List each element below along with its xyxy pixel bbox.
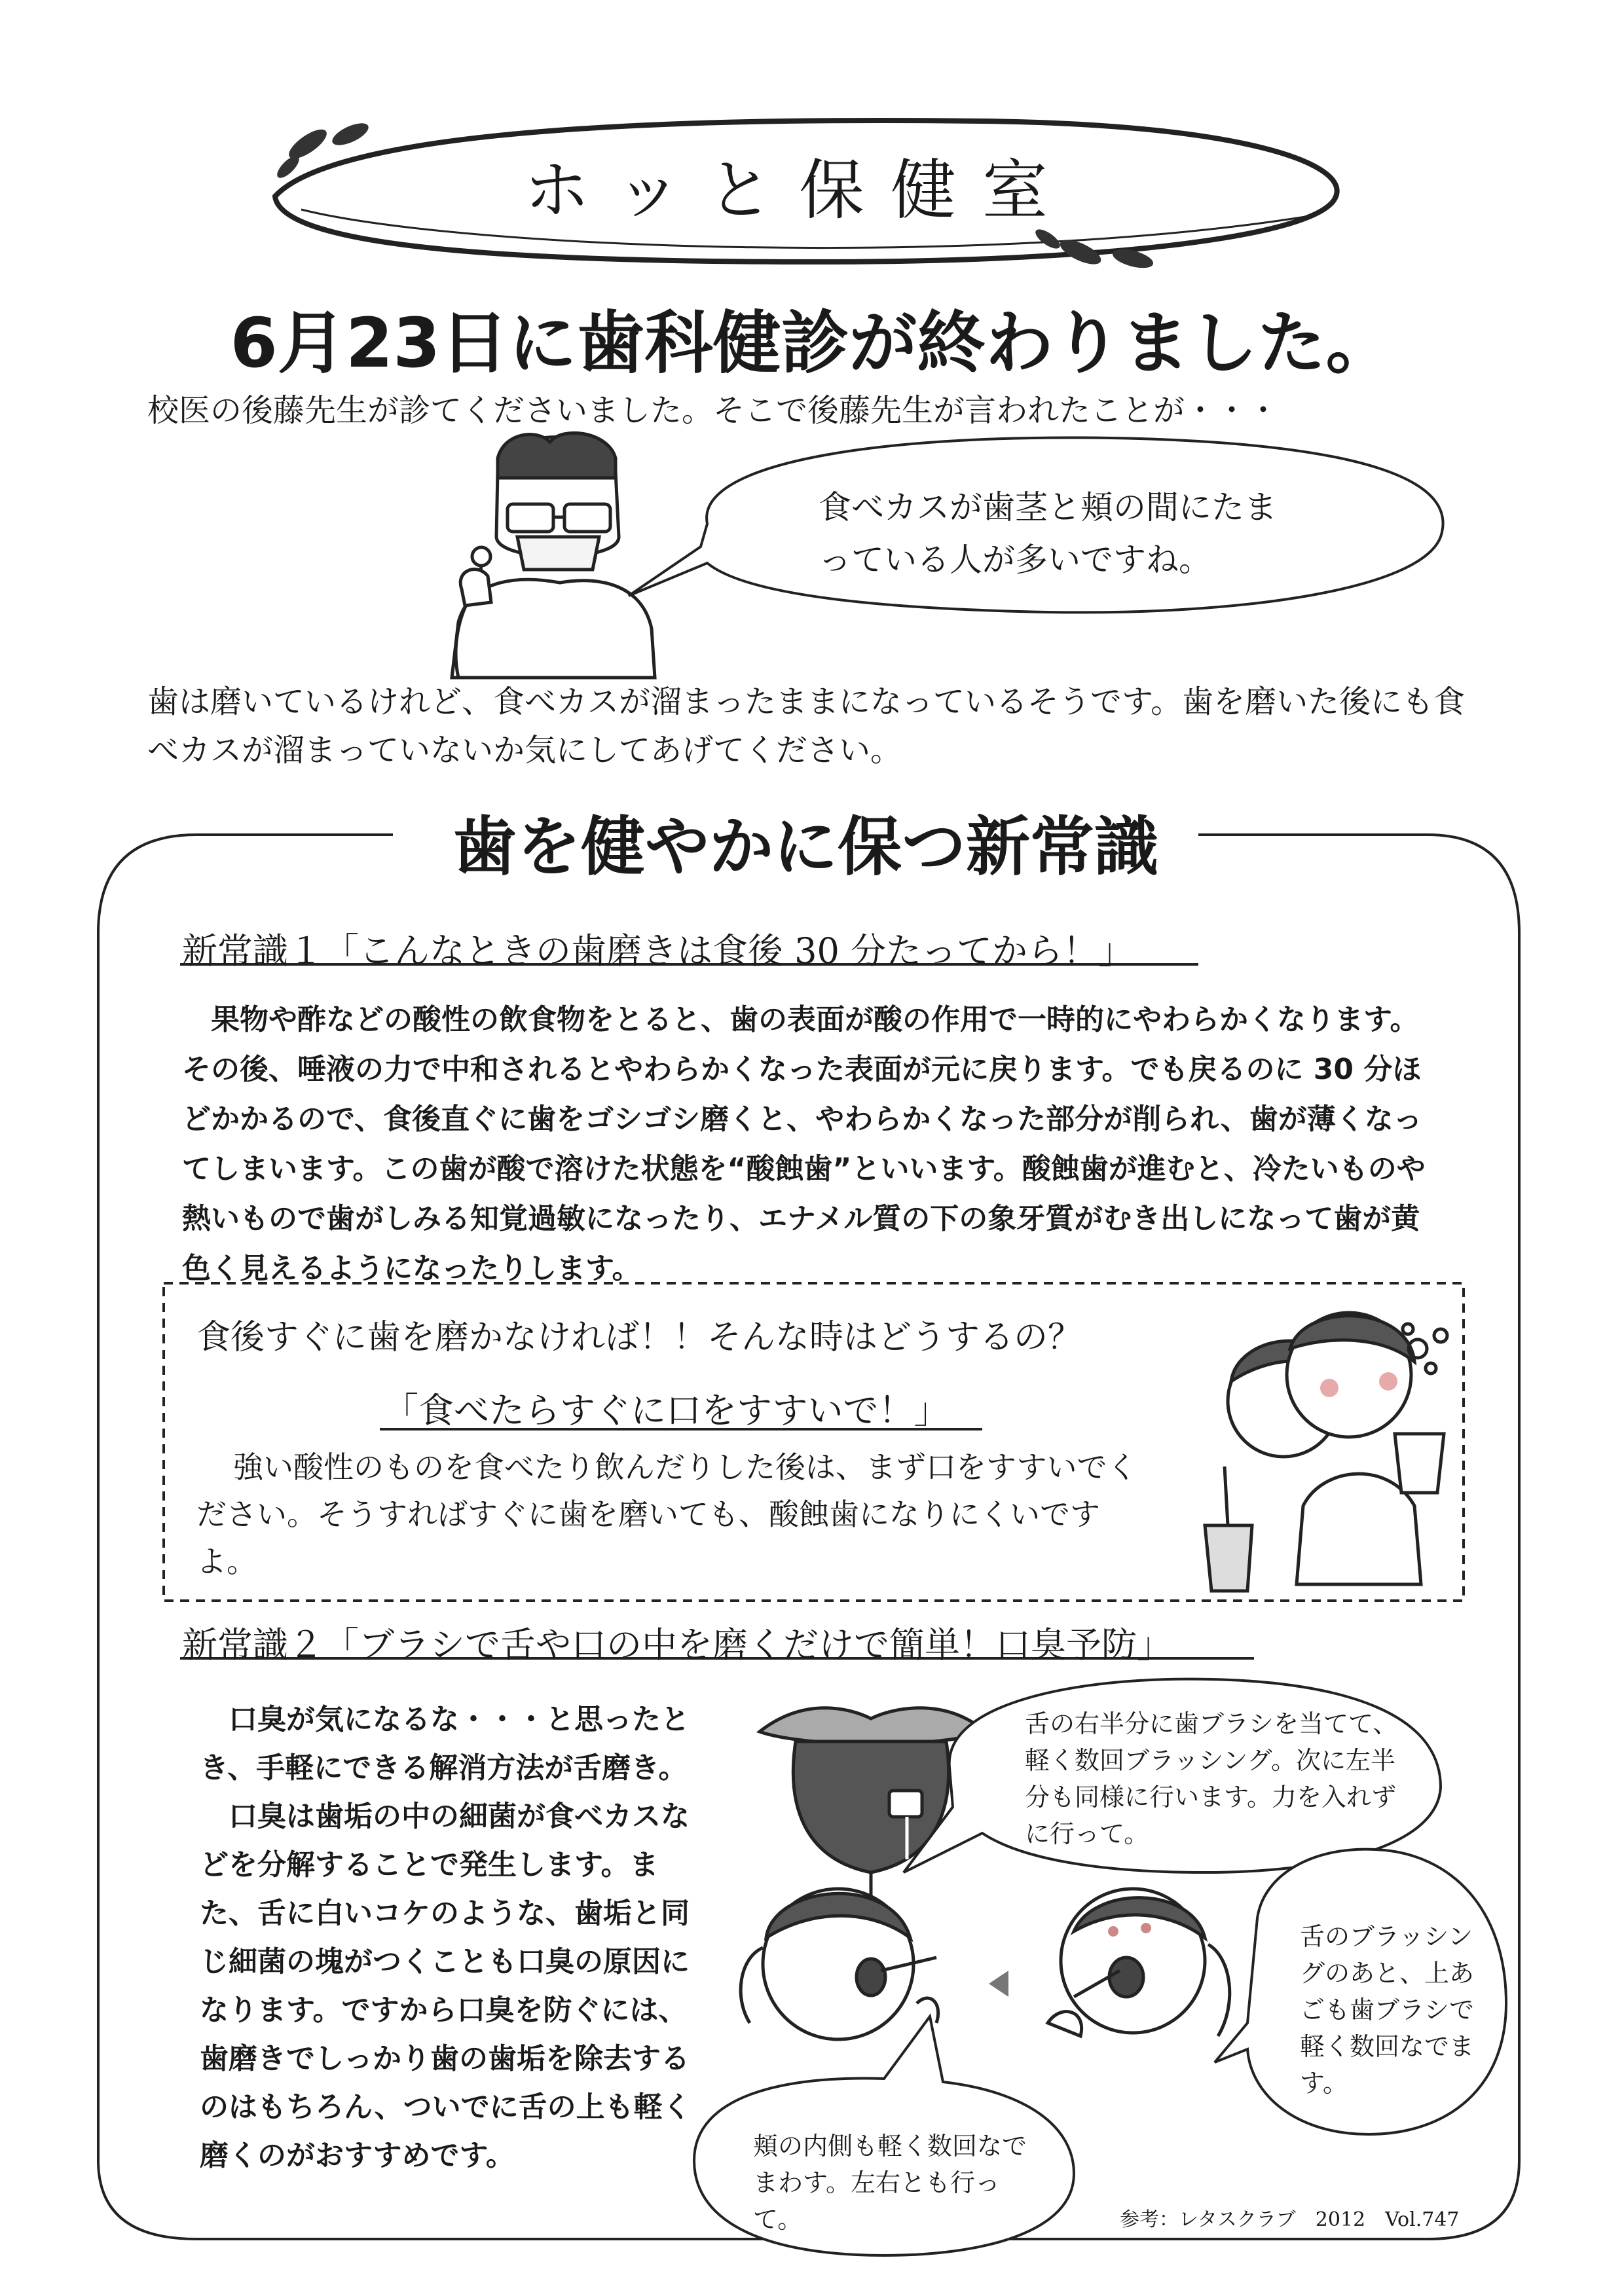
- page-headline: 6月23日に歯科健診が終わりました。: [230, 303, 1394, 383]
- doctor-speech-line1: 食べカスが歯茎と頬の間にたま: [819, 488, 1277, 526]
- intro-text: 校医の後藤先生が診てくださいました。そこで後藤先生が言われたことが・・・: [147, 392, 1280, 429]
- doctor-speech-line2: っている人が多いですね。: [819, 541, 1211, 579]
- cheek-bubble-text: 頬の内側も軽く数回なでまわす。左右とも行って。: [753, 2132, 1027, 2234]
- doctor-illustration: [452, 433, 655, 678]
- drinking-kids-illustration: [1205, 1313, 1447, 1591]
- tip1-heading: 新常識１「こんなときの歯磨きは食後 30 分たってから！」: [182, 930, 1134, 972]
- section-title: 歯を健やかに保つ新常識: [419, 795, 1192, 888]
- arrow-left-icon: [989, 1971, 1008, 1997]
- girl-brushing-palate-illustration: [1048, 1889, 1230, 2036]
- advice-paragraph: 歯は磨いているけれど、食べカスが溜まったままになっているそうです。歯を磨いた後にも食べカスが溜まっていないか気にしてあげてください。: [147, 683, 1466, 769]
- tip2-body: [200, 1696, 697, 2180]
- tip2-body-paragraph: 口臭が気になるな・・・と思ったとき、手軽にできる解消方法が舌磨き。: [200, 1703, 690, 1785]
- palate-bubble-text: 舌のブラッシングのあと、上あごも歯ブラシで軽く数回なでます。: [1300, 1922, 1475, 2098]
- tip2-body-paragraph: 口臭は歯垢の中の細菌が食べカスなどを分解することで発生します。また、舌に白いコケのような、歯垢と同じ細菌の塊がつくことも口臭の原因になります。ですから口臭を防ぐには、歯磨きでしっかり歯の歯垢を除去するのはもちろん、ついでに舌の上も軽く磨くのがおすすめです。: [200, 1800, 692, 2172]
- callout-question: 食後すぐに歯を磨かなければ！！そんな時はどうするの？: [196, 1318, 1082, 1357]
- girl-brushing-illustration: [741, 1889, 938, 2039]
- tongue-bubble-text: 舌の右半分に歯ブラシを当てて、軽く数回ブラッシング。次に左半分も同様に行います。力を入れずに行って。: [1025, 1709, 1398, 1848]
- credit-note: 参考：レタスクラブ 2012 Vol.747: [1120, 2208, 1460, 2231]
- callout-slogan: 「食べたらすぐに口をすすいで！」: [383, 1390, 950, 1431]
- callout-body: 強い酸性のものを食べたり飲んだりした後は、まず口をすすいでください。そうすればすぐに歯を磨いても、酸蝕歯になりにくいですよ。: [196, 1449, 1137, 1579]
- tip2-heading: 新常識２「ブラシで舌や口の中を磨くだけで簡単！口臭予防」: [182, 1624, 1172, 1666]
- tip1-body: 果物や酢などの酸性の飲食物をとると、歯の表面が酸の作用で一時的にやわらかくなります。その後、唾液の力で中和されるとやわらかくなった表面が元に戻ります。でも戻るのに 30 分ほどかかるので、食後直ぐに歯をゴシゴシ磨くと、やわらかくなった部分が削られ、歯が薄くなってしまいます。この歯が酸で溶けた状態を“酸蝕歯”といいます。酸蝕歯が進むと、冷たいものや熱いもので歯がしみる知覚過敏になったり、エナメル質の下の象牙質がむき出しになって歯が黄色く見えるようになったりします。: [182, 1003, 1426, 1285]
- banner-title: ホッと保健室: [524, 152, 1074, 228]
